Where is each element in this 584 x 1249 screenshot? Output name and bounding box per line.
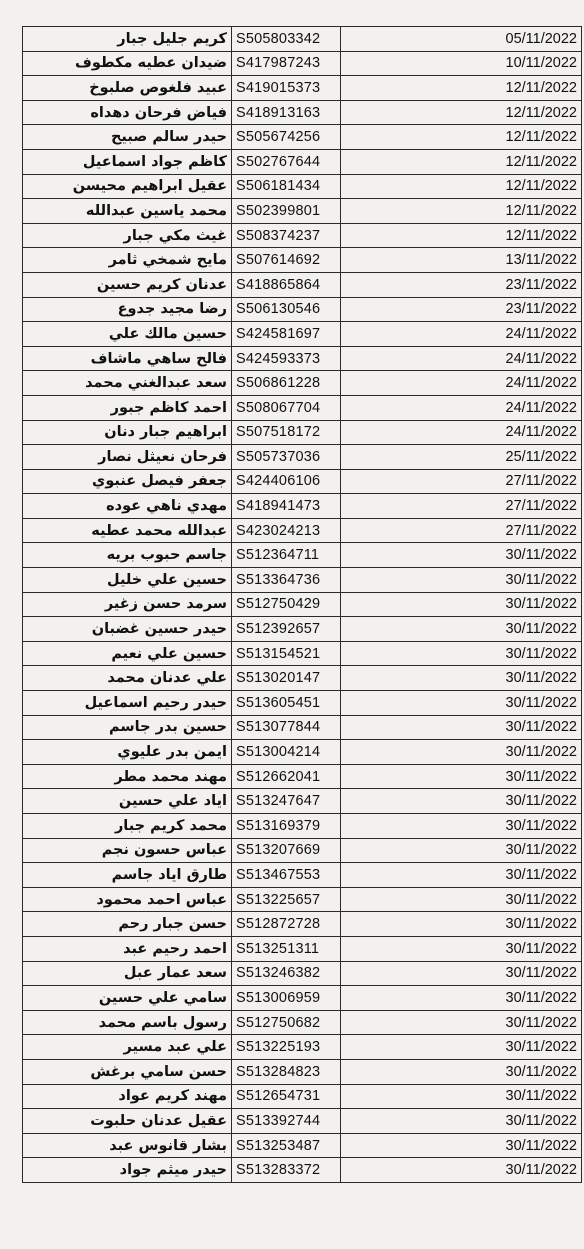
id-code-cell: S513253487 bbox=[232, 1133, 341, 1158]
table-row bbox=[23, 592, 582, 617]
person-name-cell: عقيل ابراهيم محيسن bbox=[23, 174, 232, 199]
person-name-cell: حسين مالك علي bbox=[23, 322, 232, 347]
id-code-cell: S513605451 bbox=[232, 691, 341, 716]
id-code-cell: S424406106 bbox=[232, 469, 341, 494]
date-cell: 24/11/2022 bbox=[341, 395, 582, 420]
table-row bbox=[23, 543, 582, 568]
id-code-cell: S502767644 bbox=[232, 149, 341, 174]
person-name-cell: مايح شمخي ثامر bbox=[23, 248, 232, 273]
person-name-cell: عباس احمد محمود bbox=[23, 887, 232, 912]
table-row bbox=[23, 1084, 582, 1109]
table-row bbox=[23, 887, 582, 912]
table-row bbox=[23, 518, 582, 543]
person-name-cell: رسول باسم محمد bbox=[23, 1010, 232, 1035]
id-code-cell: S418865864 bbox=[232, 272, 341, 297]
date-cell: 12/11/2022 bbox=[341, 199, 582, 224]
person-name-cell: حسين علي نعيم bbox=[23, 641, 232, 666]
table-row bbox=[23, 297, 582, 322]
table-row bbox=[23, 764, 582, 789]
table-row bbox=[23, 715, 582, 740]
person-name-cell: جعفر فيصل عنبوي bbox=[23, 469, 232, 494]
table-row bbox=[23, 691, 582, 716]
id-code-cell: S513077844 bbox=[232, 715, 341, 740]
date-cell: 30/11/2022 bbox=[341, 568, 582, 593]
date-cell: 30/11/2022 bbox=[341, 715, 582, 740]
table-row bbox=[23, 912, 582, 937]
date-cell: 30/11/2022 bbox=[341, 691, 582, 716]
table-row bbox=[23, 1158, 582, 1183]
table-row bbox=[23, 469, 582, 494]
date-cell: 30/11/2022 bbox=[341, 617, 582, 642]
date-cell: 30/11/2022 bbox=[341, 789, 582, 814]
person-name-cell: محمد كريم جبار bbox=[23, 814, 232, 839]
date-cell: 30/11/2022 bbox=[341, 764, 582, 789]
id-code-cell: S508067704 bbox=[232, 395, 341, 420]
table-row bbox=[23, 617, 582, 642]
date-cell: 13/11/2022 bbox=[341, 248, 582, 273]
table-row bbox=[23, 740, 582, 765]
id-code-cell: S513207669 bbox=[232, 838, 341, 863]
id-code-cell: S418941473 bbox=[232, 494, 341, 519]
person-name-cell: علي عدنان محمد bbox=[23, 666, 232, 691]
id-code-cell: S513284823 bbox=[232, 1059, 341, 1084]
person-name-cell: عباس حسون نجم bbox=[23, 838, 232, 863]
person-name-cell: حيدر رحيم اسماعيل bbox=[23, 691, 232, 716]
id-code-cell: S502399801 bbox=[232, 199, 341, 224]
date-cell: 30/11/2022 bbox=[341, 1109, 582, 1134]
person-name-cell: حيدر سالم صبيح bbox=[23, 125, 232, 150]
id-code-cell: S424581697 bbox=[232, 322, 341, 347]
person-name-cell: فياض فرحان دهداه bbox=[23, 100, 232, 125]
person-name-cell: رضا مجيد جدوع bbox=[23, 297, 232, 322]
date-cell: 23/11/2022 bbox=[341, 297, 582, 322]
date-cell: 30/11/2022 bbox=[341, 961, 582, 986]
date-cell: 30/11/2022 bbox=[341, 592, 582, 617]
table-row bbox=[23, 1109, 582, 1134]
table-row bbox=[23, 223, 582, 248]
table-row bbox=[23, 986, 582, 1011]
id-code-cell: S513225657 bbox=[232, 887, 341, 912]
id-code-cell: S513006959 bbox=[232, 986, 341, 1011]
id-code-cell: S424593373 bbox=[232, 346, 341, 371]
date-cell: 27/11/2022 bbox=[341, 469, 582, 494]
date-cell: 30/11/2022 bbox=[341, 666, 582, 691]
table-row bbox=[23, 445, 582, 470]
date-cell: 30/11/2022 bbox=[341, 1010, 582, 1035]
table-row bbox=[23, 1035, 582, 1060]
table-row bbox=[23, 961, 582, 986]
person-name-cell: مهند محمد مطر bbox=[23, 764, 232, 789]
table-row bbox=[23, 76, 582, 101]
person-name-cell: ايمن بدر عليوي bbox=[23, 740, 232, 765]
date-cell: 12/11/2022 bbox=[341, 100, 582, 125]
person-name-cell: عبيد فلغوص صلبوخ bbox=[23, 76, 232, 101]
id-code-cell: S505737036 bbox=[232, 445, 341, 470]
id-code-cell: S513246382 bbox=[232, 961, 341, 986]
table-row bbox=[23, 863, 582, 888]
date-cell: 30/11/2022 bbox=[341, 936, 582, 961]
date-cell: 30/11/2022 bbox=[341, 912, 582, 937]
table-row bbox=[23, 27, 582, 52]
date-cell: 30/11/2022 bbox=[341, 1059, 582, 1084]
id-code-cell: S512364711 bbox=[232, 543, 341, 568]
person-name-cell: كاظم جواد اسماعيل bbox=[23, 149, 232, 174]
id-code-cell: S505803342 bbox=[232, 27, 341, 52]
date-cell: 25/11/2022 bbox=[341, 445, 582, 470]
id-code-cell: S418913163 bbox=[232, 100, 341, 125]
person-name-cell: بشار قانوس عبد bbox=[23, 1133, 232, 1158]
table-row bbox=[23, 322, 582, 347]
date-cell: 30/11/2022 bbox=[341, 641, 582, 666]
table-row bbox=[23, 199, 582, 224]
date-cell: 27/11/2022 bbox=[341, 518, 582, 543]
id-code-cell: S513247647 bbox=[232, 789, 341, 814]
person-name-cell: سعد عبدالغني محمد bbox=[23, 371, 232, 396]
person-name-cell: مهند كريم عواد bbox=[23, 1084, 232, 1109]
id-code-cell: S512750429 bbox=[232, 592, 341, 617]
id-code-cell: S506861228 bbox=[232, 371, 341, 396]
table-row bbox=[23, 1059, 582, 1084]
date-cell: 10/11/2022 bbox=[341, 51, 582, 76]
id-code-cell: S513251311 bbox=[232, 936, 341, 961]
date-cell: 30/11/2022 bbox=[341, 543, 582, 568]
id-code-cell: S505674256 bbox=[232, 125, 341, 150]
date-cell: 23/11/2022 bbox=[341, 272, 582, 297]
records-table-body bbox=[23, 27, 582, 1183]
person-name-cell: سامي علي حسين bbox=[23, 986, 232, 1011]
table-row bbox=[23, 174, 582, 199]
id-code-cell: S513154521 bbox=[232, 641, 341, 666]
table-row bbox=[23, 1010, 582, 1035]
person-name-cell: احمد كاظم جبور bbox=[23, 395, 232, 420]
date-cell: 30/11/2022 bbox=[341, 1158, 582, 1183]
id-code-cell: S506130546 bbox=[232, 297, 341, 322]
person-name-cell: فالح ساهي ماشاف bbox=[23, 346, 232, 371]
id-code-cell: S513004214 bbox=[232, 740, 341, 765]
id-code-cell: S512662041 bbox=[232, 764, 341, 789]
table-row bbox=[23, 814, 582, 839]
table-row bbox=[23, 641, 582, 666]
date-cell: 24/11/2022 bbox=[341, 371, 582, 396]
id-code-cell: S506181434 bbox=[232, 174, 341, 199]
table-row bbox=[23, 568, 582, 593]
date-cell: 12/11/2022 bbox=[341, 149, 582, 174]
id-code-cell: S419015373 bbox=[232, 76, 341, 101]
person-name-cell: سرمد حسن زغير bbox=[23, 592, 232, 617]
table-row bbox=[23, 248, 582, 273]
date-cell: 30/11/2022 bbox=[341, 986, 582, 1011]
table-row bbox=[23, 666, 582, 691]
person-name-cell: محمد ياسين عبدالله bbox=[23, 199, 232, 224]
person-name-cell: احمد رحيم عبد bbox=[23, 936, 232, 961]
table-row bbox=[23, 371, 582, 396]
table-row bbox=[23, 936, 582, 961]
person-name-cell: حسين علي خليل bbox=[23, 568, 232, 593]
person-name-cell: علي عبد مسير bbox=[23, 1035, 232, 1060]
person-name-cell: عقيل عدنان حلبوت bbox=[23, 1109, 232, 1134]
person-name-cell: طارق اياد جاسم bbox=[23, 863, 232, 888]
id-code-cell: S513020147 bbox=[232, 666, 341, 691]
id-code-cell: S417987243 bbox=[232, 51, 341, 76]
table-row bbox=[23, 838, 582, 863]
person-name-cell: مهدي ناهي عوده bbox=[23, 494, 232, 519]
person-name-cell: حسن جبار رحم bbox=[23, 912, 232, 937]
date-cell: 12/11/2022 bbox=[341, 223, 582, 248]
table-row bbox=[23, 125, 582, 150]
id-code-cell: S507518172 bbox=[232, 420, 341, 445]
table-row bbox=[23, 494, 582, 519]
person-name-cell: ضيدان عطيه مكطوف bbox=[23, 51, 232, 76]
person-name-cell: اياد علي حسين bbox=[23, 789, 232, 814]
id-code-cell: S508374237 bbox=[232, 223, 341, 248]
person-name-cell: سعد عمار عبل bbox=[23, 961, 232, 986]
table-row bbox=[23, 51, 582, 76]
person-name-cell: حيدر ميثم جواد bbox=[23, 1158, 232, 1183]
date-cell: 30/11/2022 bbox=[341, 814, 582, 839]
table-row bbox=[23, 395, 582, 420]
id-code-cell: S513392744 bbox=[232, 1109, 341, 1134]
person-name-cell: عبدالله محمد عطيه bbox=[23, 518, 232, 543]
table-row bbox=[23, 149, 582, 174]
date-cell: 27/11/2022 bbox=[341, 494, 582, 519]
date-cell: 30/11/2022 bbox=[341, 740, 582, 765]
table-row bbox=[23, 789, 582, 814]
date-cell: 24/11/2022 bbox=[341, 420, 582, 445]
id-code-cell: S513283372 bbox=[232, 1158, 341, 1183]
date-cell: 30/11/2022 bbox=[341, 1084, 582, 1109]
date-cell: 24/11/2022 bbox=[341, 346, 582, 371]
person-name-cell: غيث مكي جبار bbox=[23, 223, 232, 248]
date-cell: 12/11/2022 bbox=[341, 174, 582, 199]
person-name-cell: عدنان كريم حسين bbox=[23, 272, 232, 297]
table-row bbox=[23, 346, 582, 371]
person-name-cell: حسن سامي برغش bbox=[23, 1059, 232, 1084]
id-code-cell: S513225193 bbox=[232, 1035, 341, 1060]
table-row bbox=[23, 1133, 582, 1158]
records-table bbox=[22, 26, 582, 1183]
id-code-cell: S513169379 bbox=[232, 814, 341, 839]
date-cell: 30/11/2022 bbox=[341, 1133, 582, 1158]
id-code-cell: S512392657 bbox=[232, 617, 341, 642]
date-cell: 12/11/2022 bbox=[341, 125, 582, 150]
person-name-cell: حيدر حسين غضبان bbox=[23, 617, 232, 642]
id-code-cell: S513364736 bbox=[232, 568, 341, 593]
table-row bbox=[23, 272, 582, 297]
id-code-cell: S513467553 bbox=[232, 863, 341, 888]
id-code-cell: S507614692 bbox=[232, 248, 341, 273]
date-cell: 30/11/2022 bbox=[341, 863, 582, 888]
date-cell: 05/11/2022 bbox=[341, 27, 582, 52]
person-name-cell: حسين بدر جاسم bbox=[23, 715, 232, 740]
date-cell: 30/11/2022 bbox=[341, 1035, 582, 1060]
id-code-cell: S423024213 bbox=[232, 518, 341, 543]
table-row bbox=[23, 100, 582, 125]
id-code-cell: S512750682 bbox=[232, 1010, 341, 1035]
date-cell: 24/11/2022 bbox=[341, 322, 582, 347]
table-row bbox=[23, 420, 582, 445]
person-name-cell: جاسم حبوب بريه bbox=[23, 543, 232, 568]
person-name-cell: كريم جليل جبار bbox=[23, 27, 232, 52]
date-cell: 30/11/2022 bbox=[341, 838, 582, 863]
id-code-cell: S512654731 bbox=[232, 1084, 341, 1109]
person-name-cell: فرحان نعيثل نصار bbox=[23, 445, 232, 470]
date-cell: 30/11/2022 bbox=[341, 887, 582, 912]
date-cell: 12/11/2022 bbox=[341, 76, 582, 101]
id-code-cell: S512872728 bbox=[232, 912, 341, 937]
person-name-cell: ابراهيم جبار دنان bbox=[23, 420, 232, 445]
